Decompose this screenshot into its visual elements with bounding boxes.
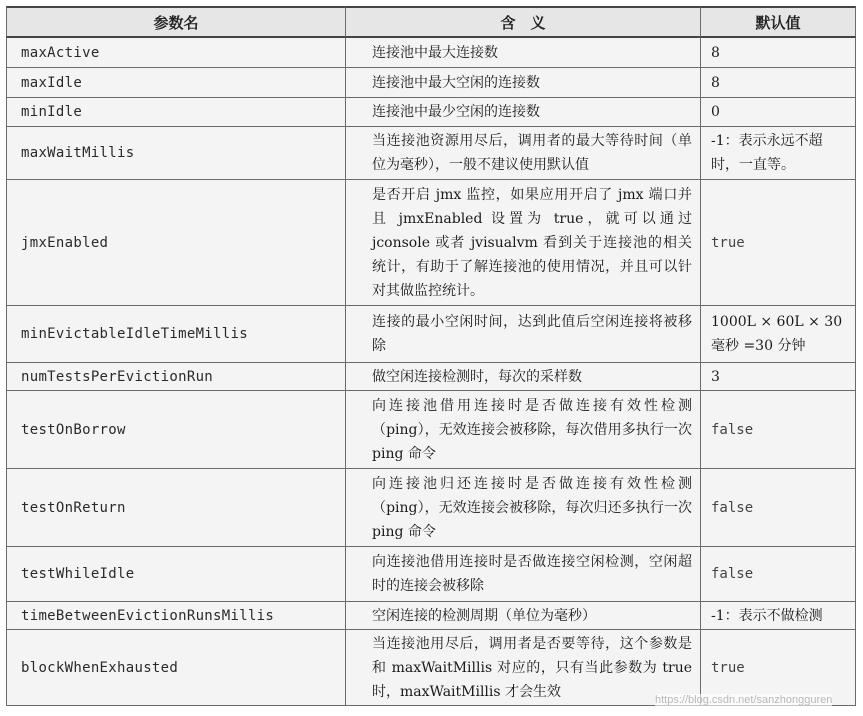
param-default: 0 xyxy=(701,98,856,127)
param-meaning: 连接池中最少空闲的连接数 xyxy=(346,98,701,127)
param-meaning: 向连接池归还连接时是否做连接有效性检测（ping），无效连接会被移除，每次归还多执行一次 ping 命令 xyxy=(346,469,701,547)
param-default: -1：表示永远不超时，一直等。 xyxy=(701,127,856,180)
table-row xyxy=(6,98,856,127)
param-default: 8 xyxy=(701,38,856,68)
param-name: maxIdle xyxy=(6,68,346,98)
param-default: false xyxy=(701,547,856,602)
watermark-url: https://blog.csdn.net/sanzhongguren xyxy=(655,694,833,706)
table-row xyxy=(6,306,856,363)
param-name: jmxEnabled xyxy=(6,180,346,306)
param-default: -1：表示不做检测 xyxy=(701,602,856,630)
param-meaning: 空闲连接的检测周期（单位为毫秒） xyxy=(346,602,701,630)
param-name: testOnBorrow xyxy=(6,391,346,469)
param-name: timeBetweenEvictionRunsMillis xyxy=(6,602,346,630)
param-meaning: 是否开启 jmx 监控，如果应用开启了 jmx 端口并且 jmxEnabled 设置为 true，就可以通过 jconsole 或者 jvisualvm 看到关于连接池的相关统计，有助于了解连接池的使用情况，并且可以针对其做监控统计。 xyxy=(346,180,701,306)
table-header-row xyxy=(6,6,856,38)
param-name: testWhileIdle xyxy=(6,547,346,602)
param-meaning: 当连接池资源用尽后，调用者的最大等待时间（单位为毫秒），一般不建议使用默认值 xyxy=(346,127,701,180)
param-default: 8 xyxy=(701,68,856,98)
config-table-document xyxy=(6,6,856,706)
table-row xyxy=(6,38,856,68)
table-row xyxy=(6,127,856,180)
param-meaning: 做空闲连接检测时，每次的采样数 xyxy=(346,363,701,391)
table-row xyxy=(6,602,856,630)
header-param-name: 参数名 xyxy=(6,6,346,38)
param-name: maxActive xyxy=(6,38,346,68)
param-name: blockWhenExhausted xyxy=(6,630,346,706)
param-default: false xyxy=(701,469,856,547)
param-meaning: 当连接池用尽后，调用者是否要等待，这个参数是和 maxWaitMillis 对应的，只有当此参数为 true 时，maxWaitMillis 才会生效 xyxy=(346,630,701,706)
param-default: 3 xyxy=(701,363,856,391)
param-meaning: 向连接池借用连接时是否做连接空闲检测，空闲超时的连接会被移除 xyxy=(346,547,701,602)
param-name: minIdle xyxy=(6,98,346,127)
param-default: 1000L × 60L × 30 毫秒 =30 分钟 xyxy=(701,306,856,363)
header-default-value: 默认值 xyxy=(701,6,856,38)
param-meaning: 连接的最小空闲时间，达到此值后空闲连接将被移除 xyxy=(346,306,701,363)
parameter-table xyxy=(6,6,856,706)
table-row xyxy=(6,469,856,547)
table-row xyxy=(6,391,856,469)
table-row xyxy=(6,180,856,306)
table-row xyxy=(6,68,856,98)
param-default: false xyxy=(701,391,856,469)
param-meaning: 连接池中最大空闲的连接数 xyxy=(346,68,701,98)
header-meaning: 含 义 xyxy=(346,6,701,38)
param-name: numTestsPerEvictionRun xyxy=(6,363,346,391)
param-name: maxWaitMillis xyxy=(6,127,346,180)
param-default: true xyxy=(701,180,856,306)
param-name: testOnReturn xyxy=(6,469,346,547)
param-meaning: 连接池中最大连接数 xyxy=(346,38,701,68)
table-row xyxy=(6,363,856,391)
param-meaning: 向连接池借用连接时是否做连接有效性检测（ping），无效连接会被移除，每次借用多执行一次 ping 命令 xyxy=(346,391,701,469)
param-default: true xyxy=(701,630,856,706)
param-name: minEvictableIdleTimeMillis xyxy=(6,306,346,363)
table-row xyxy=(6,547,856,602)
